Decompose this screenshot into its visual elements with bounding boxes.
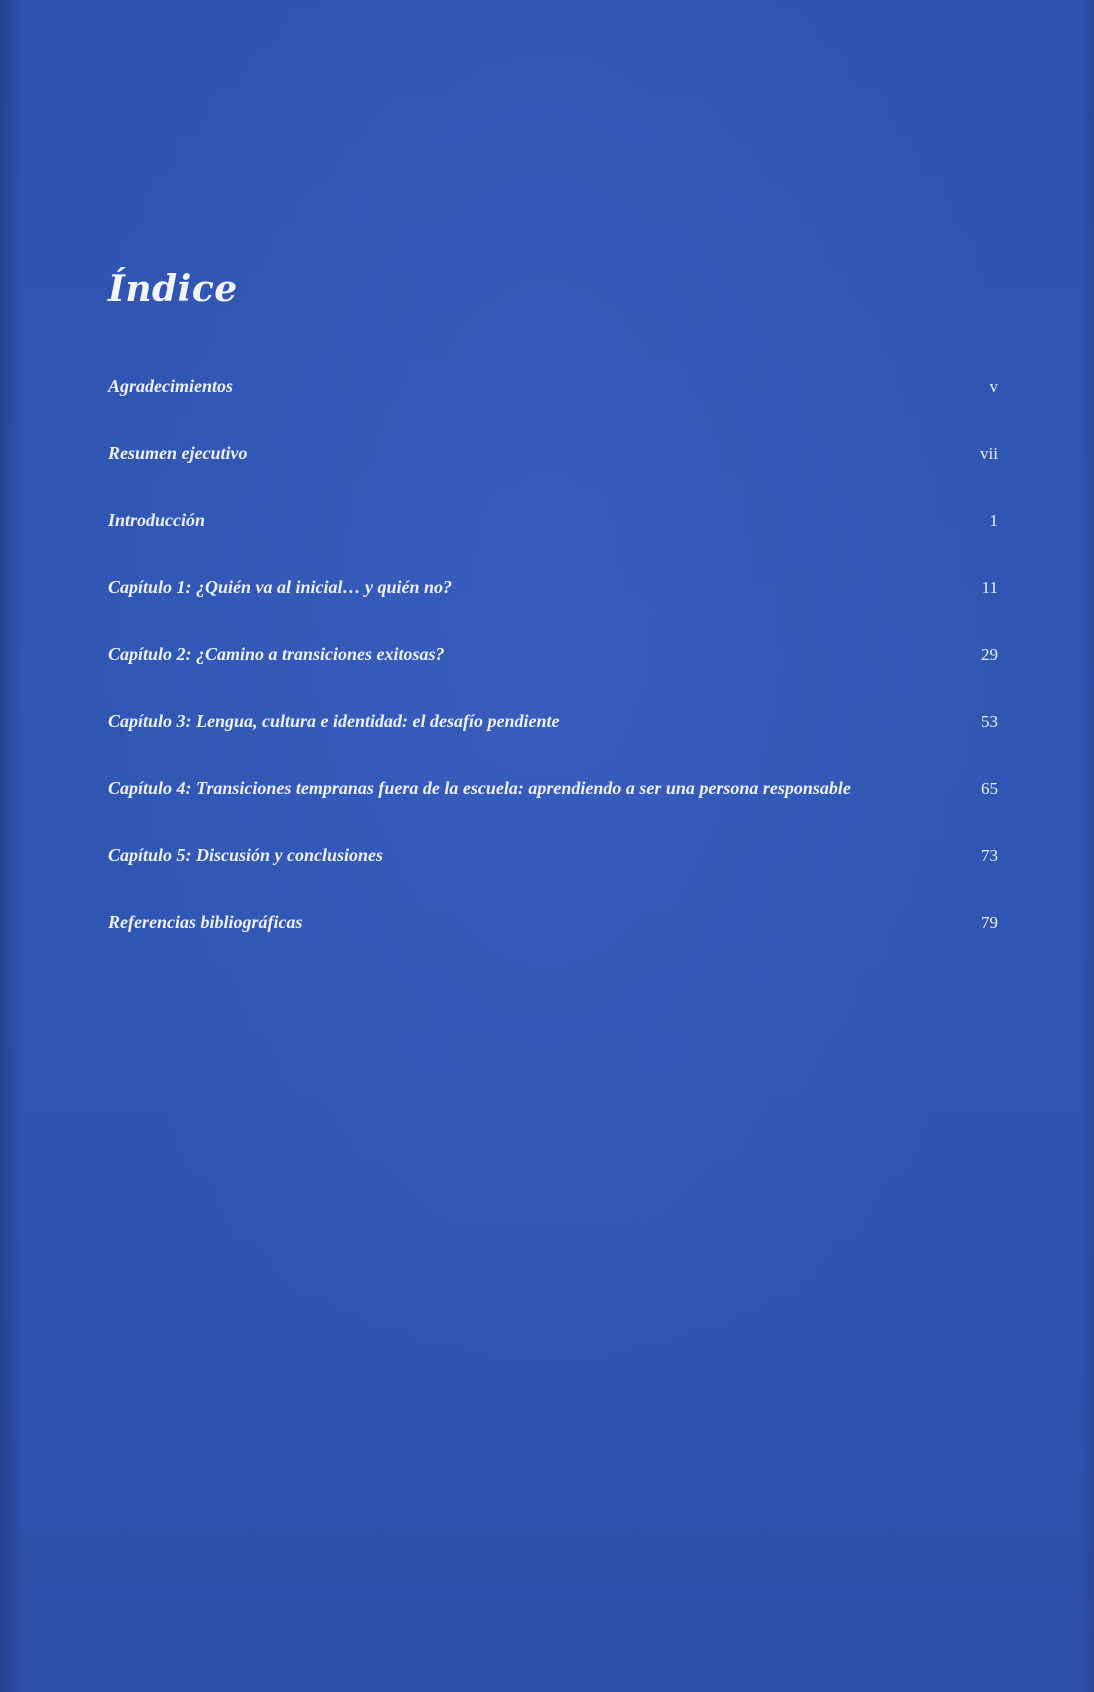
toc-entry-page: 79 xyxy=(981,913,998,932)
toc-entry-capitulo-5 xyxy=(108,845,998,912)
toc-entry-label: Referencias bibliográficas xyxy=(108,912,303,932)
toc-entry-capitulo-2 xyxy=(108,644,998,711)
toc-entry-page: 65 xyxy=(981,779,998,798)
toc-entry-page: 11 xyxy=(981,578,998,597)
toc-entry-label: Introducción xyxy=(108,510,206,530)
page-title: Índice xyxy=(108,268,238,310)
toc-entry-label: Capítulo 2: ¿Camino a transiciones exitosas? xyxy=(108,644,445,664)
toc-entry-label: Agradecimientos xyxy=(108,376,233,396)
toc-entry-introduccion xyxy=(108,510,998,577)
toc-entry-capitulo-3 xyxy=(108,711,998,778)
toc-entry-label: Capítulo 1: ¿Quién va al inicial… y quién no? xyxy=(108,577,453,597)
toc-entry-label: Capítulo 4: Transiciones tempranas fuera de la escuela: aprendiendo a ser una persona responsable xyxy=(108,778,851,798)
toc-entry-referencias xyxy=(108,912,998,979)
toc-entry-label: Capítulo 3: Lengua, cultura e identidad: el desafío pendiente xyxy=(108,711,560,731)
toc-entry-capitulo-4 xyxy=(108,778,998,845)
toc-entry-page: v xyxy=(989,377,998,396)
toc-entry-page: vii xyxy=(980,444,998,463)
toc-entry-agradecimientos xyxy=(108,376,998,443)
toc-entry-page: 73 xyxy=(981,846,998,865)
toc-entry-resumen-ejecutivo xyxy=(108,443,998,510)
toc-entry-label: Resumen ejecutivo xyxy=(108,443,248,463)
toc-entry-page: 53 xyxy=(981,712,998,731)
toc-entry-page: 1 xyxy=(989,511,998,530)
toc-entry-label: Capítulo 5: Discusión y conclusiones xyxy=(108,845,384,865)
table-of-contents xyxy=(108,376,998,979)
toc-entry-capitulo-1 xyxy=(108,577,998,644)
toc-entry-page: 29 xyxy=(981,645,998,664)
